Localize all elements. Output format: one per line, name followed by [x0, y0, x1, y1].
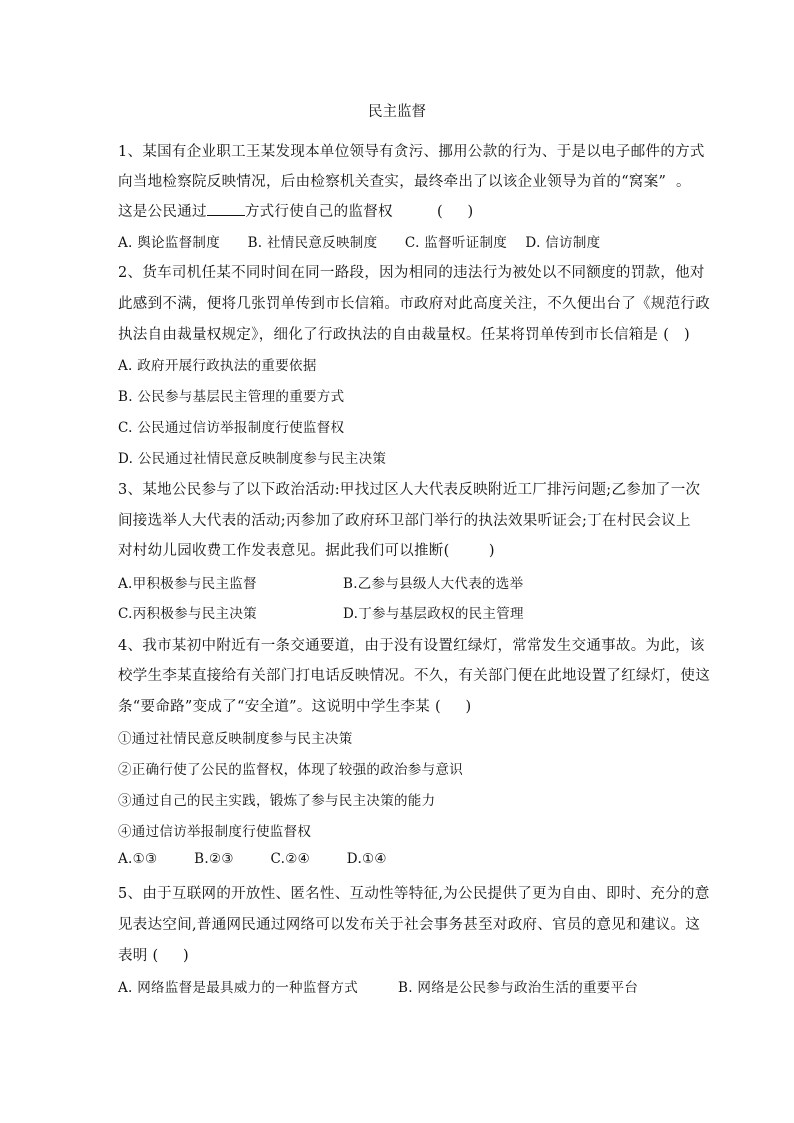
q5-line-1: 5、由于互联网的开放性、匿名性、互动性等特征,为公民提供了更为自由、即时、充分的意	[118, 886, 710, 902]
q4-statement-1: ①通过社情民意反映制度参与民主决策	[118, 731, 353, 747]
q4-options: A.①③ B.②③ C.②④ D.①④	[118, 851, 387, 867]
q3-option-a: A.甲积极参与民主监督	[118, 576, 257, 592]
q2-option-c: C. 公民通过信访举报制度行使监督权	[118, 420, 345, 436]
q2-line-1: 2、货车司机任某不同时间在同一路段，因为相同的违法行为被处以不同额度的罚款，他对	[118, 265, 705, 281]
q5-line-2: 见表达空间,普通网民通过网络可以发布关于社会事务甚至对政府、官员的意见和建议。这	[118, 917, 701, 933]
q1-line-3-start: 这是公民通过	[118, 204, 207, 220]
answer-blank	[207, 203, 245, 216]
q2-line-3: 执法自由裁量权规定》，细化了行政执法的自由裁量权。任某将罚单传到市长信箱是 ( )	[118, 327, 690, 343]
page-title: 民主监督	[368, 104, 426, 120]
q3-line-3: 对村幼儿园收费工作发表意见。据此我们可以推断( )	[118, 543, 495, 559]
q1-options: A. 舆论监督制度 B. 社情民意反映制度 C. 监督听证制度 D. 信访制度	[118, 235, 601, 251]
q3-line-1: 3、某地公民参与了以下政治活动:甲找过区人大代表反映附近工厂排污问题;乙参加了一次	[118, 482, 701, 498]
q2-option-b: B. 公民参与基层民主管理的重要方式	[118, 389, 345, 405]
q3-option-b: B.乙参与县级人大代表的选举	[343, 576, 524, 592]
q4-statement-2: ②正确行使了公民的监督权，体现了较强的政治参与意识	[118, 762, 463, 778]
q4-line-2: 校学生李某直接给有关部门打电话反映情况。不久，有关部门便在此地设置了红绿灯，使这	[118, 668, 710, 684]
q1-line-3-end: 方式行使自己的监督权 ( )	[244, 204, 474, 220]
q2-option-d: D. 公民通过社情民意反映制度参与民主决策	[118, 451, 387, 467]
q3-option-d: D.丁参与基层政权的民主管理	[343, 606, 524, 622]
q4-statement-4: ④通过信访举报制度行使监督权	[118, 824, 312, 840]
q5-option-a: A. 网络监督是最具威力的一种监督方式	[118, 980, 359, 996]
q2-option-a: A. 政府开展行政执法的重要依据	[118, 358, 317, 374]
q3-line-2: 间接选举人大代表的活动;丙参加了政府环卫部门举行的执法效果听证会;丁在村民会议上	[118, 513, 691, 529]
q4-line-1: 4、我市某初中附近有一条交通要道，由于没有设置红绿灯，常常发生交通事故。为此，该	[118, 638, 705, 654]
q5-line-3: 表明 ( )	[118, 948, 189, 964]
q5-option-b: B. 网络是公民参与政治生活的重要平台	[398, 980, 639, 996]
q1-line-2: 向当地检察院反映情况，后由检察机关查实，最终牵出了以该企业领导为首的“窝案” 。	[118, 174, 691, 190]
q1-line-1: 1、某国有企业职工王某发现本单位领导有贪污、挪用公款的行为、于是以电子邮件的方式	[118, 144, 705, 160]
q2-line-2: 此感到不满，便将几张罚单传到市长信箱。市政府对此高度关注，不久便出台了《规范行政	[118, 296, 710, 312]
q3-option-c: C.丙积极参与民主决策	[118, 606, 257, 622]
q4-statement-3: ③通过自己的民主实践，锻炼了参与民主决策的能力	[118, 793, 436, 809]
q4-line-3: 条“要命路”变成了“安全道”。这说明中学生李某 ( )	[118, 699, 472, 715]
q1-line-3	[118, 200, 473, 221]
